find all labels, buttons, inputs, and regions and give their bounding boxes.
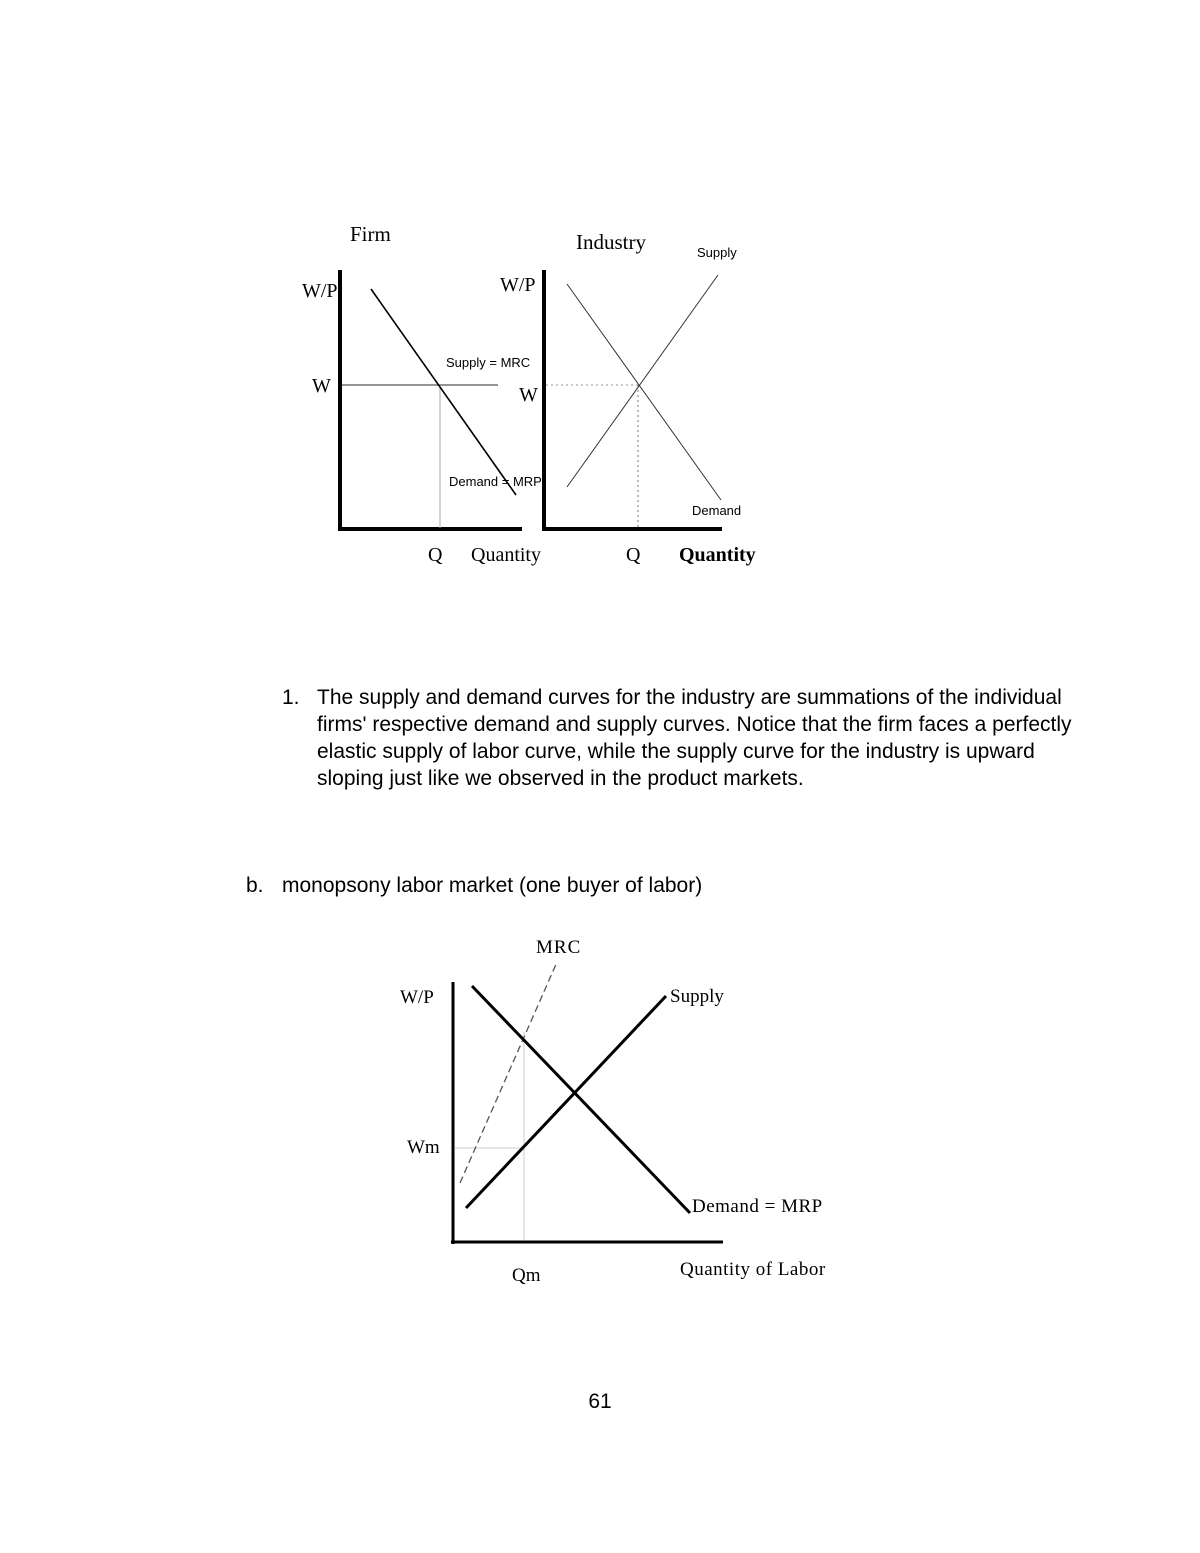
firm-y-axis-label: W/P [302, 280, 338, 302]
page-number: 61 [588, 1390, 612, 1413]
explanation-paragraph [282, 684, 1072, 792]
firm-supply-label: Supply = MRC [446, 355, 531, 370]
firm-w-label: W [312, 375, 331, 397]
qm-label: Qm [512, 1265, 541, 1286]
firm-industry-diagram [0, 0, 1200, 620]
firm-q-label: Q [428, 544, 443, 566]
monopsony-demand-line [472, 986, 690, 1213]
industry-demand-label: Demand [692, 503, 742, 518]
explanation-text: The supply and demand curves for the industry are summations of the individual firms' respective demand and supply curves. Notice that the firm faces a perfectly elastic supply of labor curve, while the supply curve for the industry is upward sloping just like we observed in the product markets. [317, 686, 1072, 790]
section-letter: b. [246, 874, 264, 897]
list-number: 1. [282, 686, 300, 709]
monopsony-diagram [0, 920, 1200, 1320]
firm-x-axis-label: Quantity [471, 544, 541, 566]
monopsony-y-axis-label: W/P [400, 987, 434, 1008]
firm-title: Firm [350, 222, 391, 246]
industry-title: Industry [576, 230, 646, 254]
industry-y-axis-label: W/P [500, 274, 536, 296]
monopsony-supply-label: Supply [670, 986, 724, 1007]
industry-supply-line [567, 275, 718, 487]
industry-supply-label: Supply [697, 245, 737, 260]
industry-x-axis-label: Quantity [679, 544, 756, 566]
monopsony-x-axis-label: Quantity of Labor [680, 1259, 826, 1280]
wm-label: Wm [407, 1137, 440, 1158]
monopsony-demand-label: Demand = MRP [692, 1196, 823, 1217]
mrc-line [460, 962, 557, 1183]
mrc-label: MRC [536, 937, 582, 958]
firm-demand-label: Demand = MRP [449, 474, 542, 489]
section-title: monopsony labor market (one buyer of labor) [282, 874, 703, 897]
industry-panel [500, 230, 756, 566]
industry-demand-line [567, 284, 721, 500]
industry-q-label: Q [626, 544, 641, 566]
industry-w-label: W [519, 384, 538, 406]
firm-demand-line [371, 289, 516, 495]
